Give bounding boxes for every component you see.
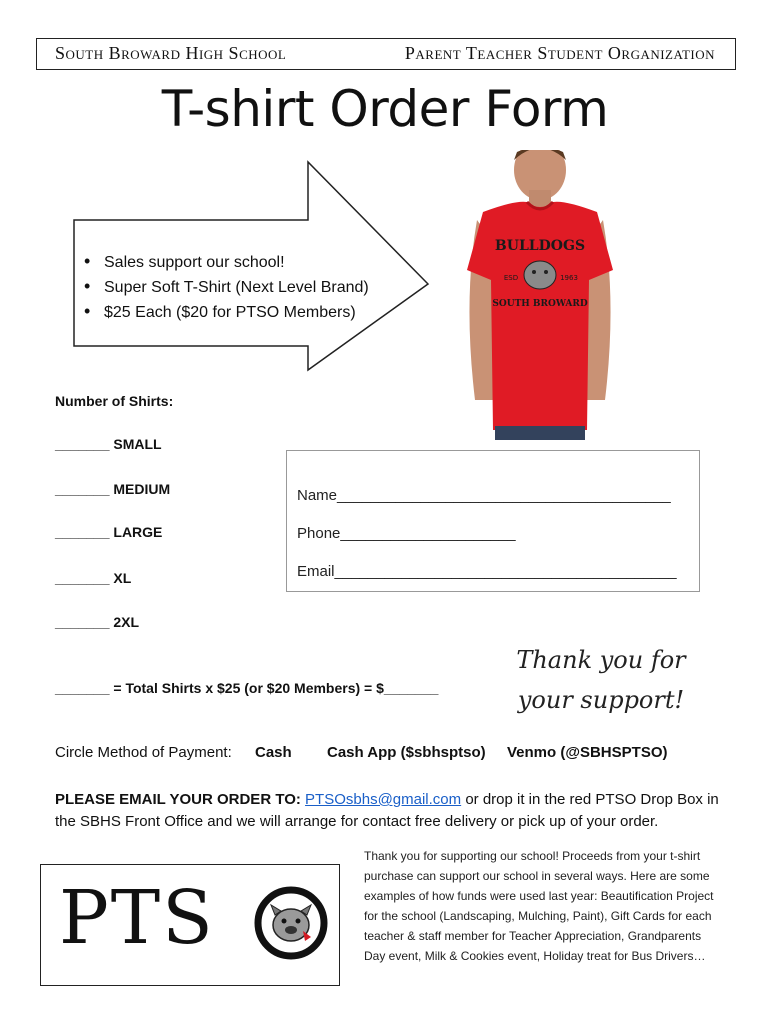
size-small-row: _______ SMALL	[55, 436, 162, 452]
ptso-logo	[40, 864, 340, 986]
email-instructions-lead: PLEASE EMAIL YOUR ORDER TO:	[55, 791, 301, 808]
bulldog-logo-icon	[253, 885, 329, 961]
feature-item: • Sales support our school!	[80, 250, 440, 275]
payment-option-venmo[interactable]: Venmo (@SBHSPTSO)	[507, 744, 668, 761]
shirt-logo-top: BULLDOGS	[494, 238, 586, 254]
tshirt-photo	[455, 150, 625, 440]
feature-item: • Super Soft T-Shirt (Next Level Brand)	[80, 275, 440, 300]
payment-option-cashapp[interactable]: Cash App ($sbhsptso)	[327, 744, 486, 761]
email-instructions	[55, 789, 725, 833]
size-medium-row: _______ MEDIUM	[55, 481, 171, 497]
payment-label: Circle Method of Payment:	[55, 744, 232, 761]
thank-you-line-2: your support!	[517, 686, 685, 714]
fund-usage-info: Thank you for supporting our school! Proceeds from your t-shirt purchase can support our school in several ways. Here are some examples of how funds were used last year: Beautification Project for the school (Landscaping, Mulching, Paint), Gift Cards for each teacher & staff member for Teacher Appreciation, Grandparents Day event, Milk & Cookies event, Holiday treat for Bus Drivers…	[364, 849, 714, 963]
email-field[interactable]: Email_________________________________________	[297, 563, 677, 580]
school-name: South Broward High School	[55, 43, 287, 63]
phone-field[interactable]: Phone_____________________	[297, 525, 516, 542]
order-email-link[interactable]: PTSOsbhs@gmail.com	[305, 791, 462, 808]
page-title: T-shirt Order Form	[161, 80, 609, 138]
org-name: Parent Teacher Student Organization	[404, 43, 715, 63]
size-xl-row: _______ XL	[55, 570, 132, 586]
thank-you-note	[506, 640, 696, 720]
payment-option-cash[interactable]: Cash	[255, 744, 292, 761]
name-field[interactable]: Name________________________________________	[297, 487, 671, 504]
ptso-logo-text: PTS	[59, 875, 215, 961]
feature-item: • $25 Each ($20 for PTSO Members)	[80, 300, 440, 325]
contact-info-box	[286, 450, 700, 592]
email-instructions-rest: or drop it in the red PTSO Drop Box in the SBHS Front Office and we will arrange for contact free delivery or pick up of your order.	[55, 791, 719, 830]
feature-list	[80, 250, 440, 325]
shirt-count-heading: Number of Shirts:	[55, 393, 174, 409]
org-header	[36, 38, 736, 70]
size-2xl-row: _______ 2XL	[55, 614, 140, 630]
thank-you-line-1: Thank you for	[516, 646, 686, 674]
size-large-row: _______ LARGE	[55, 524, 163, 540]
shirt-logo-bottom: SOUTH BROWARD	[492, 299, 588, 309]
shirt-logo-right: 1963	[560, 274, 578, 282]
shirt-logo-left: ESD	[503, 274, 519, 282]
total-line: _______ = Total Shirts x $25 (or $20 Members) = $_______	[55, 680, 439, 696]
